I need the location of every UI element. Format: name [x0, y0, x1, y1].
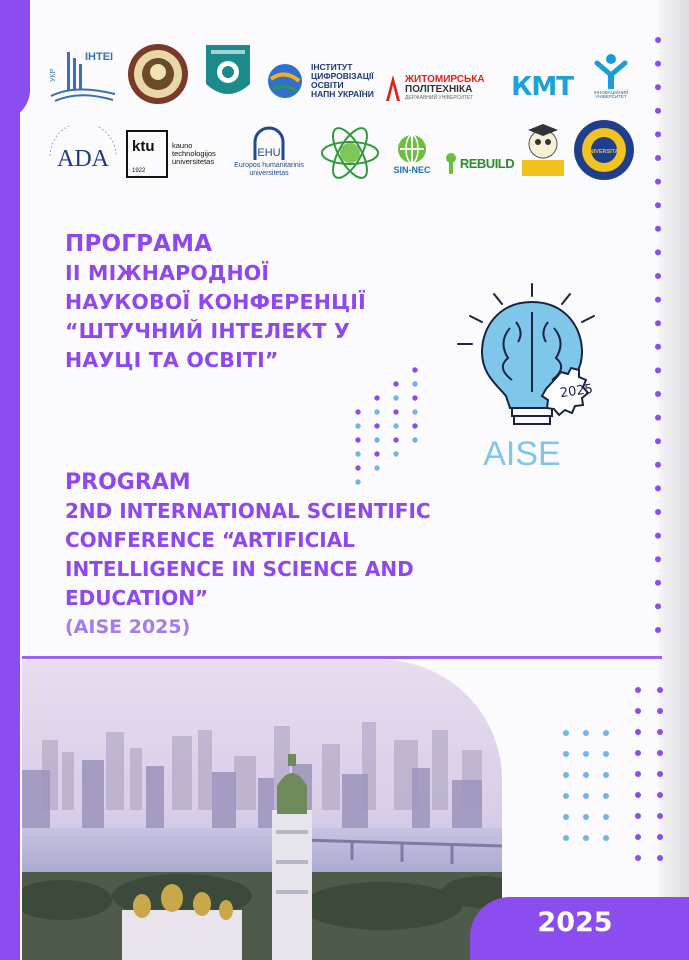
title-en-line-4: INTELLIGENCE IN SCIENCE AND [65, 557, 414, 581]
decor-dot [603, 835, 609, 841]
decor-dot [412, 367, 417, 372]
decor-dot [657, 813, 663, 819]
decor-dot [583, 835, 589, 841]
decor-dot [635, 855, 641, 861]
decor-dot [603, 751, 609, 757]
logo-ktu [126, 128, 226, 180]
decor-dot [635, 750, 641, 756]
logo-institute-line-4: НАПН УКРАЇНИ [311, 88, 374, 99]
logo-kmt-text: КМТ [511, 72, 573, 102]
logo-ktu-text: ktu [132, 138, 155, 155]
decor-dot [655, 297, 661, 303]
decor-dot [655, 485, 661, 491]
title-en-line-1: PROGRAM [65, 470, 191, 495]
decor-dot [655, 108, 661, 114]
decor-dot [563, 793, 569, 799]
decor-dot [563, 730, 569, 736]
kyiv-city-photo [22, 660, 502, 960]
decor-dot [655, 415, 661, 421]
decor-dot [583, 730, 589, 736]
decor-dot [657, 792, 663, 798]
aise-logo [452, 282, 612, 472]
decor-dot [635, 834, 641, 840]
logo-rebuild-text: REBUILD [459, 155, 515, 171]
decor-dot [655, 249, 661, 255]
title-ua-line-3: НАУКОВОЇ КОНФЕРЕНЦІЇ [65, 290, 366, 314]
decor-dot [603, 814, 609, 820]
decor-dot [583, 751, 589, 757]
decor-dot [412, 409, 417, 414]
decor-dot [393, 451, 398, 456]
decor-dot [657, 750, 663, 756]
decor-dot [635, 792, 641, 798]
logo-rebuild [440, 146, 516, 180]
decor-dot [393, 395, 398, 400]
title-ua-line-2: ІІ МІЖНАРОДНОЇ [65, 261, 270, 285]
logo-sin-nec [386, 128, 438, 180]
title-en-acronym: (AISE 2025) [65, 616, 191, 638]
decor-dot [657, 834, 663, 840]
decor-dot [355, 423, 360, 428]
decor-dot [655, 131, 661, 137]
decor-dot [393, 423, 398, 428]
decor-dot [655, 84, 661, 90]
logo-ehu [222, 122, 316, 182]
decor-dot [655, 226, 661, 232]
decor-dot [655, 155, 661, 161]
decor-dot [657, 771, 663, 777]
logo-institute-line-1: ІНСТИТУТ [311, 62, 353, 73]
decor-dot [655, 533, 661, 539]
logo-ehu-name-1: Europos humanitarinis [234, 162, 304, 170]
title-en-line-5: EDUCATION” [65, 586, 209, 610]
decor-dot [657, 708, 663, 714]
decor-dot [655, 320, 661, 326]
logo-teal-shield [203, 42, 253, 104]
logo-ktu-name-3: universitetas [172, 156, 215, 166]
decor-dot [374, 409, 379, 414]
logo-ehu-text: EHU [257, 147, 281, 160]
decor-dot [655, 202, 661, 208]
title-english [65, 468, 585, 642]
decor-dot [374, 395, 379, 400]
decor-dot [655, 273, 661, 279]
decor-dot [374, 451, 379, 456]
logo-ada-university [42, 126, 124, 180]
logo-kmt [506, 72, 578, 102]
logo-university-seal [126, 42, 190, 106]
decor-dot [393, 437, 398, 442]
decor-dot [655, 580, 661, 586]
logo-innovation-university [587, 46, 635, 106]
aise-logo-label: AISE [483, 435, 561, 472]
decor-dot [635, 813, 641, 819]
decor-dot [655, 509, 661, 515]
logo-ada-text: ADA [57, 146, 109, 172]
decor-dot [655, 556, 661, 562]
aise-logo-year: 2025 [559, 381, 594, 402]
decor-dot [583, 772, 589, 778]
logo-zhytomyr-line-1: ЖИТОМИРСЬКА [405, 73, 485, 85]
logo-intei [45, 44, 120, 106]
decor-dot [603, 772, 609, 778]
logo-intei-ukr: УКР [50, 68, 57, 82]
decor-dot [655, 438, 661, 444]
decor-dot [393, 381, 398, 386]
logo-sin-nec-text: SIN-NEC [393, 165, 431, 175]
decor-dot [655, 462, 661, 468]
decor-dot [563, 772, 569, 778]
logo-ehu-name-2: universitetas [249, 170, 289, 177]
logo-ktu-year: 1922 [132, 168, 146, 174]
logo-universitas [572, 118, 636, 182]
decor-dot [657, 855, 663, 861]
logo-intei-text: ІНТЕІ [85, 51, 114, 63]
decor-dot [657, 687, 663, 693]
decor-dot [603, 730, 609, 736]
logo-zhytomyr-polytechnic [384, 70, 499, 106]
decor-dot [563, 751, 569, 757]
decor-dot [655, 344, 661, 350]
logo-green-atom [318, 124, 382, 182]
decor-dot [583, 814, 589, 820]
decor-dot [355, 409, 360, 414]
decor-dot [355, 451, 360, 456]
decor-dot [655, 179, 661, 185]
decor-dot [655, 391, 661, 397]
logo-institute-line-2: ЦИФРОВІЗАЦІЇ [311, 71, 374, 82]
decor-dot [635, 771, 641, 777]
decor-dot [374, 437, 379, 442]
decor-dot [635, 729, 641, 735]
logo-ktu-name-1: kauno [172, 141, 193, 151]
logo-institute-line-3: ОСВІТИ [311, 80, 344, 90]
decor-dot [655, 603, 661, 609]
logo-universitas-text: UNIVERSITAS [585, 149, 623, 155]
decor-dot [635, 687, 641, 693]
decor-dot [412, 381, 417, 386]
decor-dot [374, 423, 379, 428]
decor-dot [583, 793, 589, 799]
logo-zhytomyr-sub: ДЕРЖАВНИЙ УНІВЕРСИТЕТ [405, 94, 474, 101]
title-ukrainian [65, 230, 445, 375]
logo-ktu-name-2: technologijos [172, 149, 216, 159]
decor-dot [655, 61, 661, 67]
left-accent-band-top [0, 0, 30, 120]
logo-institute-digitalization [263, 56, 378, 106]
logo-zhytomyr-line-2: ПОЛІТЕХНІКА [405, 84, 473, 96]
title-ua-line-5: НАУЦІ ТА ОСВІТІ” [65, 348, 279, 372]
decor-dot [563, 835, 569, 841]
decor-dot [412, 423, 417, 428]
title-ua-line-1: ПРОГРАМА [65, 231, 213, 257]
decor-dot [393, 409, 398, 414]
left-accent-band [0, 0, 20, 960]
title-en-line-3: CONFERENCE “ARTIFICIAL [65, 528, 355, 552]
bottom-right-dot-grid [560, 684, 670, 884]
decor-dot [603, 793, 609, 799]
title-en-line-2: 2ND INTERNATIONAL SCIENTIFIC [65, 499, 431, 523]
decor-dot [355, 437, 360, 442]
footer-year: 2025 [537, 907, 613, 938]
logo-scholar-owl [516, 120, 570, 182]
title-ua-line-4: “ШТУЧНИЙ ІНТЕЛЕКТ У [65, 319, 351, 343]
decor-dot [655, 367, 661, 373]
decor-dot [412, 437, 417, 442]
decor-dot [657, 729, 663, 735]
decor-dot [655, 627, 661, 633]
decor-dot [655, 37, 661, 43]
decor-dot [563, 814, 569, 820]
section-divider [22, 656, 662, 659]
decor-dot [412, 395, 417, 400]
decor-dot [635, 708, 641, 714]
right-dot-column [650, 34, 666, 654]
logo-innov-text: ІННОВАЦІЙНИЙ УНІВЕРСИТЕТ [593, 89, 629, 99]
